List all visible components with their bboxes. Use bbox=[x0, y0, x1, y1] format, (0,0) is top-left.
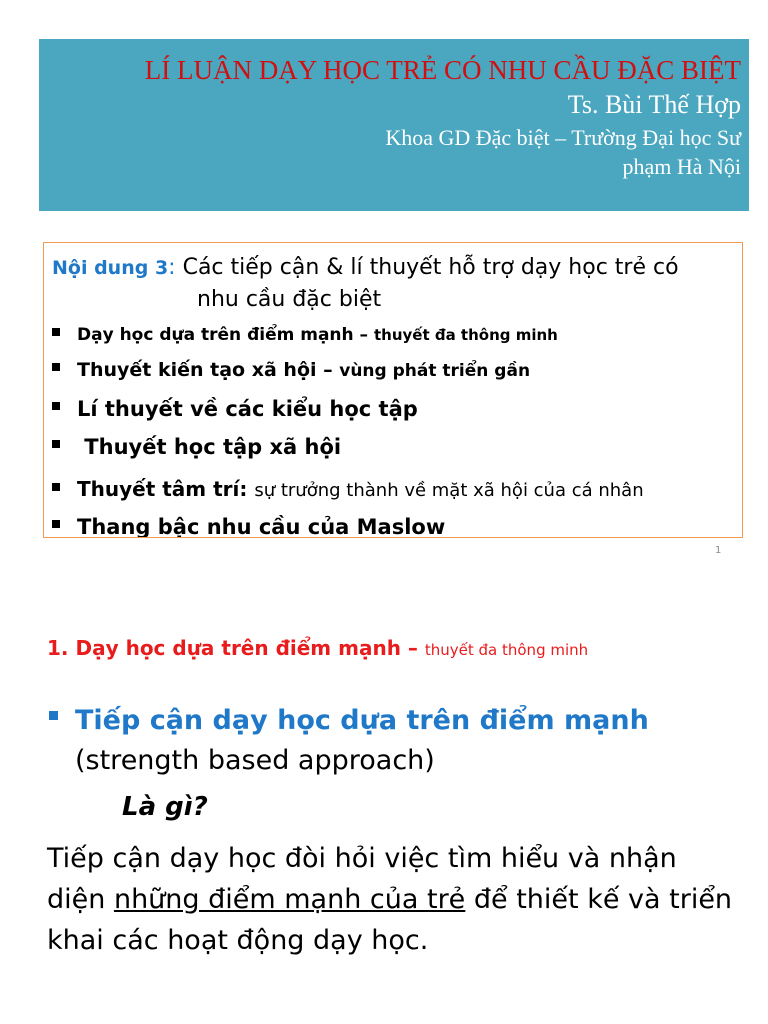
section-title bbox=[47, 636, 588, 660]
content-colon: : bbox=[168, 255, 176, 280]
bullet-square-icon bbox=[52, 363, 60, 371]
content-outline-box bbox=[43, 242, 743, 538]
bullet-square-icon bbox=[52, 328, 60, 336]
list-item-main: Dạy học dựa trên điểm mạnh – bbox=[77, 325, 374, 345]
list-item-sub: vùng phát triển gần bbox=[339, 361, 531, 381]
section-title-sub: thuyết đa thông minh bbox=[424, 641, 589, 659]
list-item-main: Thang bậc nhu cầu của Maslow bbox=[77, 515, 446, 538]
paragraph-underlined: những điểm mạnh của trẻ bbox=[113, 884, 466, 915]
department-line-1: Khoa GD Đặc biệt – Trường Đại học Sư bbox=[385, 125, 741, 150]
approach-english: (strength based approach) bbox=[75, 745, 435, 776]
bullet-square-icon bbox=[52, 402, 60, 410]
bullet-square-icon bbox=[52, 483, 60, 491]
approach-title: Tiếp cận dạy học dựa trên điểm mạnh bbox=[75, 705, 649, 736]
page-number: 1 bbox=[715, 545, 722, 556]
list-item-sub: sự trưởng thành về mặt xã hội của cá nhân bbox=[254, 480, 644, 501]
question-heading: Là gì? bbox=[122, 792, 208, 822]
list-item bbox=[52, 435, 341, 459]
list-item bbox=[52, 397, 418, 421]
list-item-main: Thuyết tâm trí: bbox=[77, 477, 255, 501]
paragraph-part-1: Tiếp cận dạy học đòi hỏi việc tìm hiểu và nhận diện bbox=[47, 843, 677, 915]
section-title-main: 1. Dạy học dựa trên điểm mạnh – bbox=[47, 636, 425, 660]
list-item-sub: thuyết đa thông minh bbox=[373, 326, 558, 344]
content-heading-text: Các tiếp cận & lí thuyết hỗ trợ dạy học trẻ có bbox=[175, 255, 679, 280]
content-heading-line-2: nhu cầu đặc biệt bbox=[197, 287, 382, 312]
list-item-main: Lí thuyết về các kiểu học tập bbox=[77, 397, 418, 421]
content-heading bbox=[52, 253, 679, 283]
bullet-square-icon bbox=[52, 440, 60, 448]
list-item bbox=[52, 325, 558, 345]
list-item bbox=[52, 477, 644, 501]
bullet-square-icon bbox=[49, 711, 58, 720]
content-label: Nội dung 3 bbox=[52, 257, 169, 279]
list-item bbox=[52, 359, 530, 381]
title-banner bbox=[39, 39, 749, 211]
list-item bbox=[52, 515, 445, 538]
list-item-main: Thuyết kiến tạo xã hội – bbox=[77, 359, 340, 381]
course-title: LÍ LUẬN DẠY HỌC TRẺ CÓ NHU CẦU ĐẶC BIỆT bbox=[144, 55, 741, 85]
definition-paragraph bbox=[47, 838, 737, 961]
bullet-square-icon bbox=[52, 520, 60, 528]
paragraph-part-2: để thiết kế và triển khai các hoạt động dạy học. bbox=[47, 884, 733, 956]
department-line-2: phạm Hà Nội bbox=[622, 154, 741, 179]
list-item-main: Thuyết học tập xã hội bbox=[77, 435, 342, 459]
author-name: Ts. Bùi Thế Hợp bbox=[567, 90, 741, 119]
